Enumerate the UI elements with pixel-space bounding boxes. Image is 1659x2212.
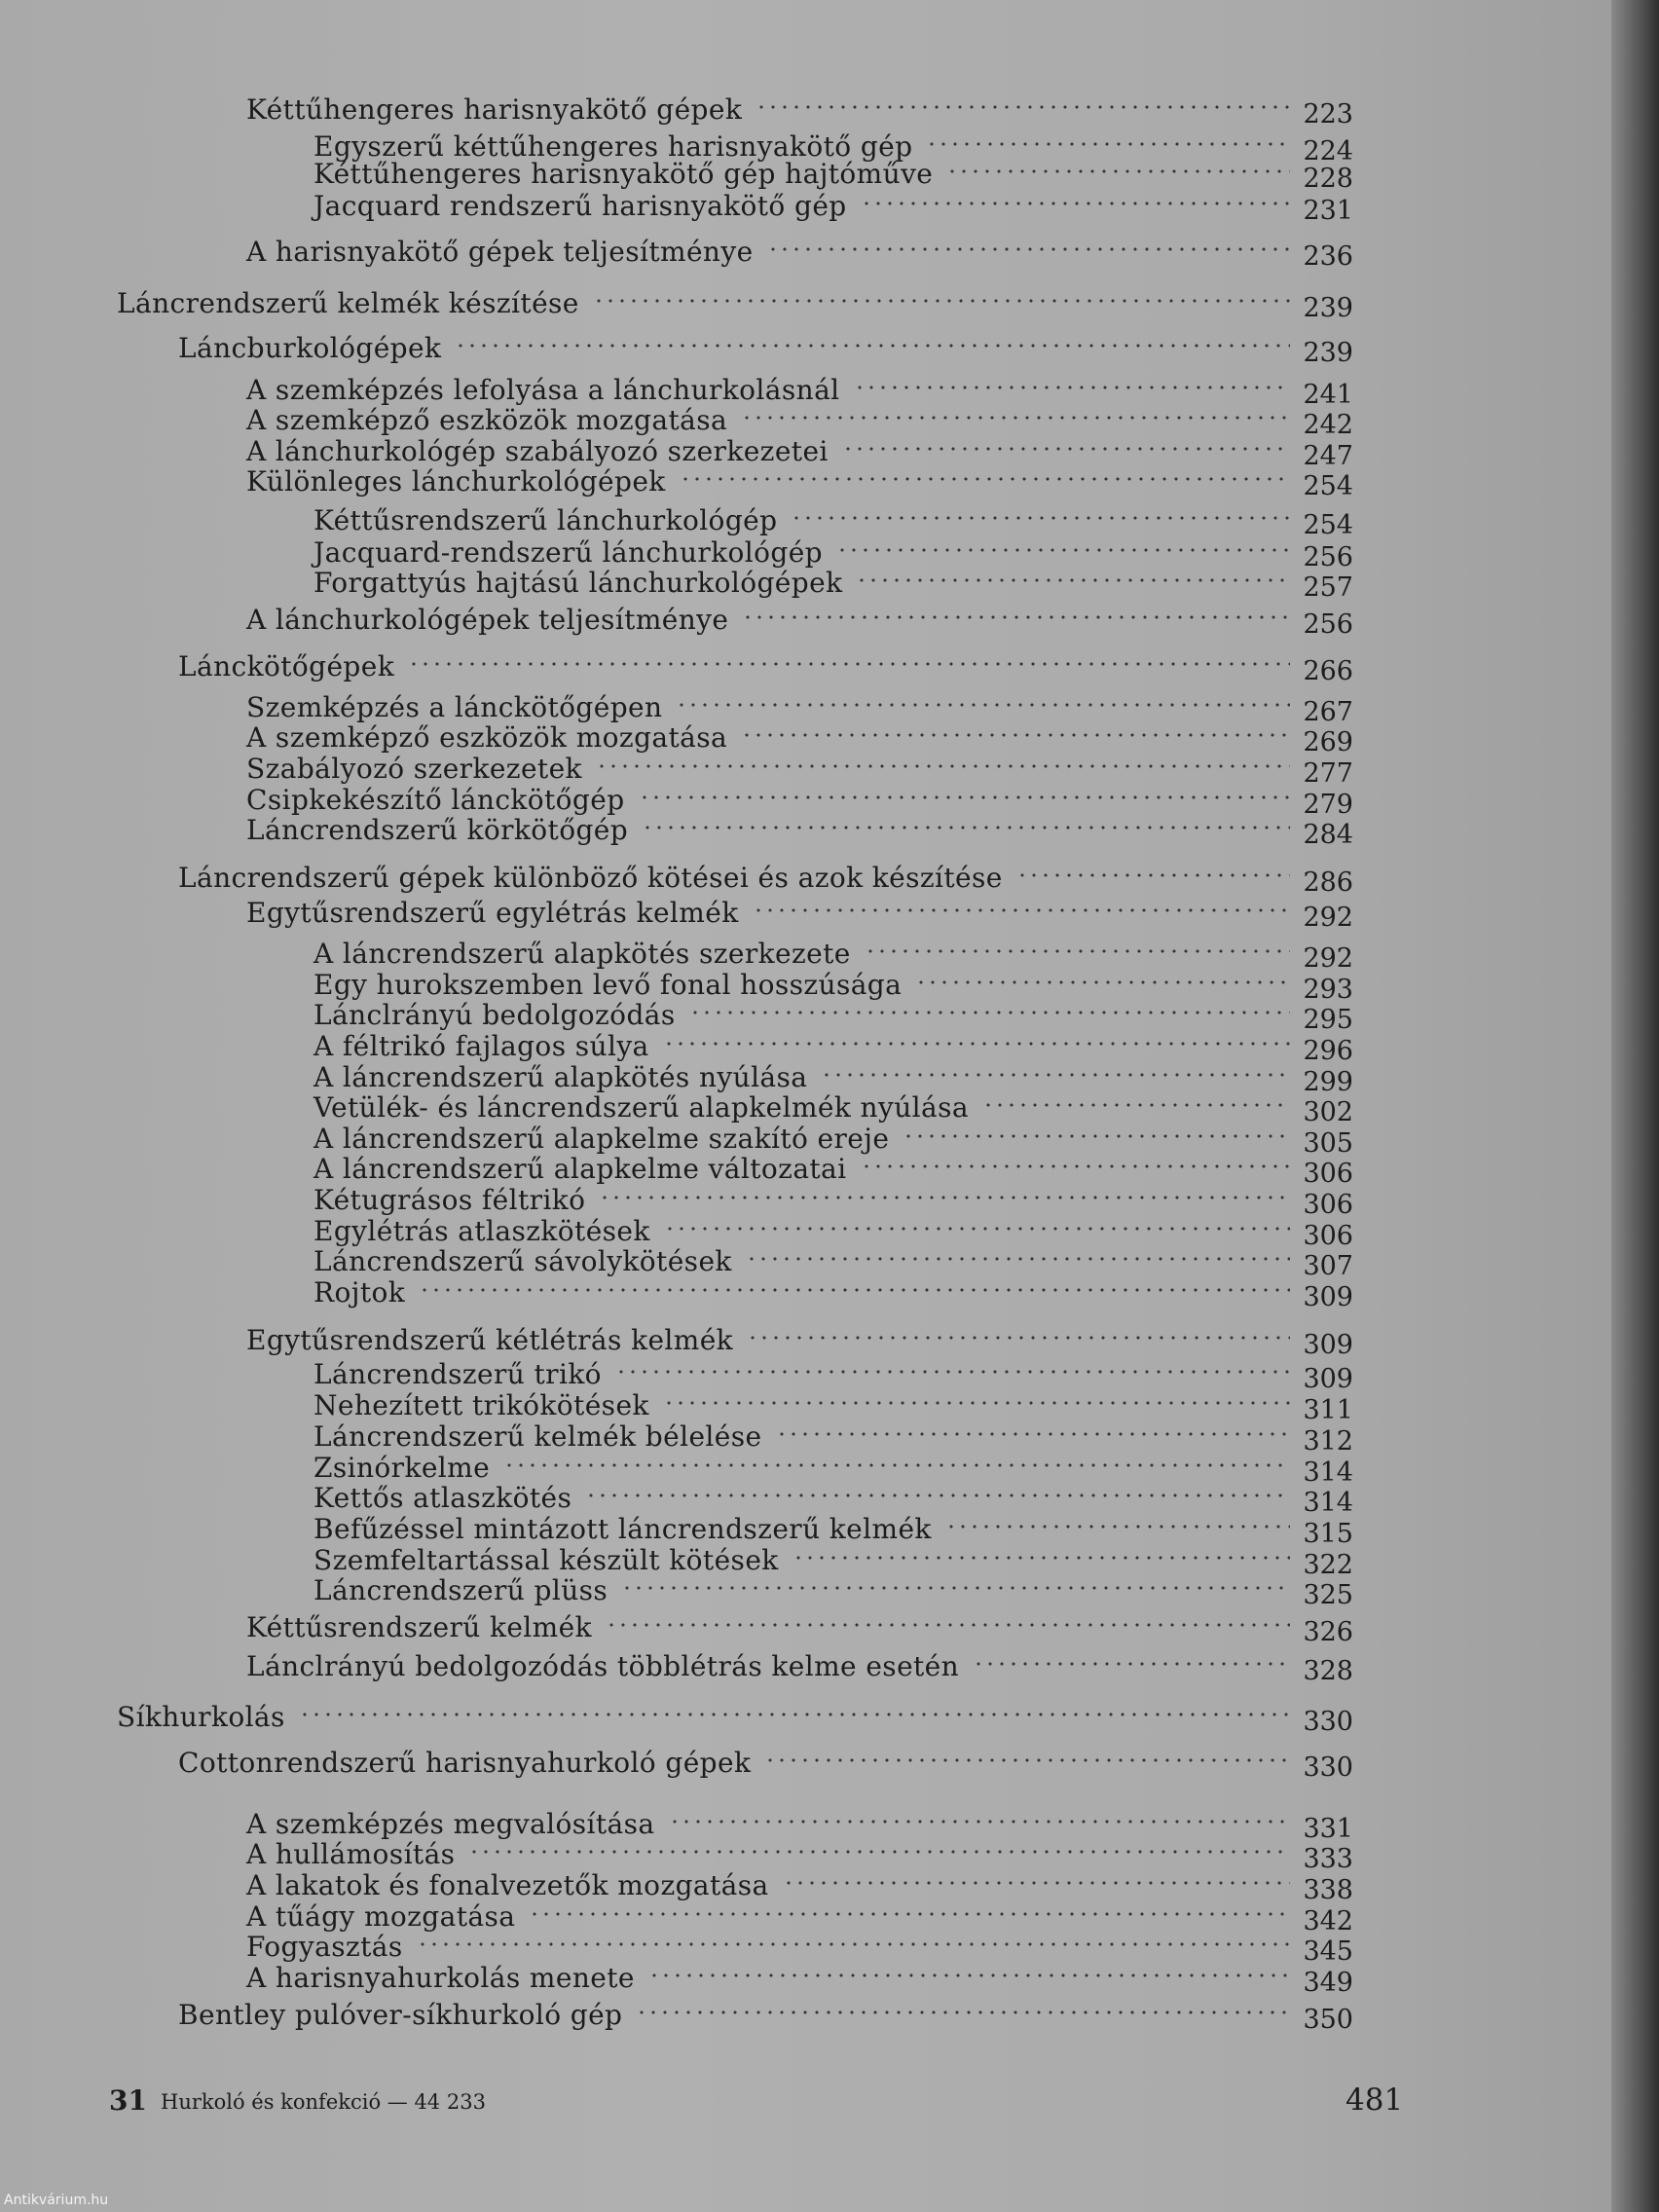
toc-entry-page: 309 (1303, 1364, 1353, 1394)
toc-entry-title: Fogyasztás (246, 1931, 403, 1963)
toc-leader-dots (865, 949, 1290, 953)
toc-entry (0, 465, 1611, 504)
toc-entry (0, 1276, 1611, 1315)
toc-entry-title: A láncrendszerű alapkelme szakító ereje (313, 1123, 890, 1155)
toc-leader-dots (503, 1463, 1290, 1467)
toc-entry-title: Egyszerű kéttűhengeres harisnyakötő gép (313, 130, 913, 163)
toc-entry-title: A láncrendszerű alapkötés szerkezete (313, 938, 851, 970)
toc-entry-title: A lánchurkológép szabályozó szerkezetei (246, 435, 829, 467)
toc-entry-page: 295 (1303, 1005, 1353, 1035)
toc-entry-title: Cottonrendszerű harisnyahurkoló gépek (178, 1747, 752, 1779)
toc-leader-dots (689, 1011, 1290, 1014)
toc-leader-dots (903, 1134, 1290, 1138)
toc-entry-title: A szemképző eszközök mozgatása (246, 404, 728, 436)
toc-entry-title: Egylétrás atlaszkötések (313, 1215, 650, 1247)
toc-entry-page: 292 (1303, 943, 1353, 974)
toc-entry-page: 306 (1303, 1159, 1353, 1189)
toc-entry (0, 1650, 1611, 1689)
toc-entry-title: Lánclrányú bedolgozódás (313, 999, 676, 1031)
toc-entry-page: 330 (1303, 1752, 1353, 1783)
toc-entry-title: A harisnyahurkolás menete (246, 1962, 635, 1994)
toc-entry (0, 190, 1611, 229)
toc-entry-title: Csipkekészítő lánckötőgép (246, 784, 625, 816)
toc-leader-dots (455, 344, 1290, 348)
toc-entry-title: Kéttűhengeres harisnyakötő gép hajtóműve (313, 158, 934, 190)
toc-entry (0, 650, 1611, 689)
toc-entry-page: 254 (1303, 510, 1353, 540)
toc-entry (0, 604, 1611, 643)
toc-leader-dots (419, 1288, 1290, 1292)
toc-entry-page: 309 (1303, 1330, 1353, 1360)
toc-leader-dots (821, 1073, 1290, 1077)
toc-leader-dots (776, 1432, 1290, 1436)
toc-entry-title: A tűágy mozgatása (246, 1900, 516, 1933)
toc-entry (0, 897, 1611, 936)
toc-entry-title: Rojtok (313, 1276, 406, 1309)
toc-entry-title: Szemképzés a lánckötőgépen (246, 691, 663, 723)
toc-entry-title: Síkhurkolás (117, 1701, 285, 1733)
toc-entry (0, 1611, 1611, 1650)
toc-leader-dots (791, 516, 1290, 520)
toc-leader-dots (854, 386, 1290, 389)
toc-leader-dots (836, 548, 1290, 552)
toc-entry-page: 257 (1303, 572, 1353, 603)
toc-leader-dots (926, 142, 1290, 146)
toc-entry-title: Szabályozó szerkezetek (246, 753, 582, 785)
toc-entry-title: Láncrendszerű kelmék készítése (117, 287, 579, 319)
toc-leader-dots (767, 247, 1290, 251)
toc-entry-title: Befűzéssel mintázott láncrendszerű kelmék (313, 1513, 932, 1545)
toc-entry-page: 312 (1303, 1426, 1353, 1456)
toc-entry-page: 314 (1303, 1457, 1353, 1488)
toc-leader-dots (741, 416, 1290, 420)
toc-entry-title: Bentley pulóver-síkhurkoló gép (178, 1999, 623, 2031)
toc-entry-title: A szemképzés megvalósítása (246, 1808, 655, 1840)
toc-leader-dots (861, 1164, 1290, 1168)
toc-entry (0, 1701, 1611, 1740)
toc-leader-dots (663, 1401, 1290, 1405)
toc-leader-dots (663, 1042, 1290, 1046)
toc-entry-title: Jacquard-rendszerű lánchurkológép (313, 536, 824, 569)
toc-entry-title: Kéttűsrendszerű lánchurkológép (313, 504, 778, 536)
toc-entry-page: 342 (1303, 1906, 1353, 1936)
toc-leader-dots (861, 202, 1290, 205)
toc-entry-page: 306 (1303, 1221, 1353, 1251)
toc-leader-dots (856, 578, 1290, 582)
toc-entry-page: 284 (1303, 820, 1353, 850)
toc-entry-page: 325 (1303, 1580, 1353, 1610)
toc-entry-title: Zsinórkelme (313, 1452, 491, 1484)
toc-leader-dots (596, 764, 1290, 768)
toc-entry-title: A lakatok és fonalvezetők mozgatása (246, 1869, 769, 1901)
toc-leader-dots (648, 1973, 1290, 1977)
toc-entry-page: 223 (1303, 99, 1353, 129)
toc-entry-page: 242 (1303, 410, 1353, 440)
toc-entry (0, 1999, 1611, 2038)
toc-entry-page: 299 (1303, 1067, 1353, 1097)
toc-leader-dots (783, 1881, 1290, 1885)
toc-leader-dots (417, 1942, 1290, 1946)
toc-entry-title: Egytűsrendszerű kétlétrás kelmék (246, 1324, 734, 1356)
toc-entry-page: 277 (1303, 758, 1353, 789)
toc-leader-dots (842, 447, 1290, 451)
toc-entry-page: 293 (1303, 975, 1353, 1005)
toc-entry (0, 236, 1611, 275)
toc-entry (0, 287, 1611, 326)
toc-entry-title: Láncburkológépek (178, 332, 442, 364)
toc-leader-dots (593, 299, 1290, 303)
toc-entry-title: Kéttűhengeres harisnyakötő gépek (246, 93, 743, 126)
toc-leader-dots (764, 1758, 1290, 1762)
toc-leader-dots (599, 1196, 1290, 1199)
toc-leader-dots (746, 1257, 1290, 1261)
toc-entry-page: 309 (1303, 1282, 1353, 1312)
toc-entry-title: Egytűsrendszerű egylétrás kelmék (246, 897, 739, 929)
book-spine-shadow (1611, 0, 1659, 2212)
page-footer (0, 2084, 1611, 2123)
toc-entry-page: 322 (1303, 1550, 1353, 1580)
toc-entry-title: A szemképzés lefolyása a lánchurkolásnál (246, 374, 840, 406)
toc-entry-page: 239 (1303, 293, 1353, 323)
toc-leader-dots (621, 1586, 1290, 1590)
toc-entry-title: Láncrendszerű plüss (313, 1574, 608, 1606)
toc-leader-dots (408, 662, 1290, 666)
toc-entry-title: A lánchurkológépek teljesítménye (246, 604, 729, 636)
toc-leader-dots (753, 908, 1290, 912)
toc-leader-dots (529, 1912, 1290, 1916)
toc-entry-page: 296 (1303, 1036, 1353, 1066)
toc-entry-page: 338 (1303, 1875, 1353, 1905)
toc-entry-page: 307 (1303, 1251, 1353, 1281)
toc-entry-title: A féltrikó fajlagos súlya (313, 1030, 649, 1062)
toc-leader-dots (676, 703, 1290, 707)
toc-entry-title: Forgattyús hajtású lánchurkológépek (313, 567, 843, 599)
toc-leader-dots (615, 1370, 1290, 1374)
toc-leader-dots (742, 615, 1290, 619)
toc-entry-page: 314 (1303, 1488, 1353, 1518)
toc-leader-dots (468, 1850, 1290, 1854)
toc-entry-title: Lánckötőgépek (178, 650, 395, 682)
toc-entry-title: Jacquard rendszerű harisnyakötő gép (313, 190, 847, 222)
toc-entry-page: 256 (1303, 609, 1353, 640)
toc-leader-dots (639, 795, 1290, 799)
toc-leader-dots (585, 1493, 1290, 1497)
toc-entry-page: 254 (1303, 471, 1353, 501)
toc-entry-page: 326 (1303, 1617, 1353, 1647)
toc-leader-dots (669, 1820, 1290, 1824)
toc-leader-dots (946, 169, 1290, 173)
toc-entry (0, 93, 1611, 132)
watermark: Antikvárium.hu (4, 2193, 109, 2208)
toc-entry-title: A szemképző eszközök mozgatása (246, 721, 728, 754)
toc-entry-page: 269 (1303, 727, 1353, 757)
toc-leader-dots (642, 826, 1290, 830)
toc-entry (0, 862, 1611, 901)
toc-leader-dots (747, 1336, 1290, 1340)
toc-entry-page: 328 (1303, 1656, 1353, 1686)
toc-leader-dots (636, 2010, 1290, 2014)
toc-entry-title: Szemfeltartással készült kötések (313, 1544, 779, 1576)
page-number: 481 (1346, 2083, 1404, 2118)
toc-entry-page: 350 (1303, 2005, 1353, 2035)
toc-entry-page: 333 (1303, 1844, 1353, 1874)
toc-leader-dots (664, 1227, 1290, 1231)
toc-entry-title: A harisnyakötő gépek teljesítménye (246, 236, 754, 268)
toc-entry-title: Kétugrásos féltrikó (313, 1184, 586, 1216)
toc-entry (0, 567, 1611, 606)
toc-entry-title: A láncrendszerű alapkelme változatai (313, 1153, 847, 1185)
toc-entry (0, 332, 1611, 371)
toc-entry-page: 256 (1303, 542, 1353, 572)
toc-entry (0, 814, 1611, 853)
toc-leader-dots (680, 477, 1290, 481)
toc-leader-dots (915, 980, 1290, 984)
toc-leader-dots (606, 1623, 1290, 1627)
toc-entry-page: 279 (1303, 790, 1353, 820)
toc-entry (0, 1324, 1611, 1363)
toc-entry (0, 1962, 1611, 2001)
toc-entry-title: Kettős atlaszkötés (313, 1482, 572, 1514)
toc-entry-page: 241 (1303, 380, 1353, 410)
toc-entry-page: 266 (1303, 656, 1353, 686)
toc-entry-title: Láncrendszerű kelmék bélelése (313, 1420, 762, 1453)
toc-leader-dots (756, 105, 1290, 109)
toc-entry-page: 224 (1303, 136, 1353, 166)
toc-entry (0, 1574, 1611, 1613)
toc-leader-dots (982, 1103, 1290, 1107)
toc-entry-page: 311 (1303, 1395, 1353, 1425)
toc-leader-dots (793, 1556, 1290, 1560)
toc-entry-title: Vetülék- és láncrendszerű alapkelmék nyúlása (313, 1091, 969, 1124)
toc-entry-page: 349 (1303, 1968, 1353, 1998)
signature-mark: 31 (109, 2084, 147, 2117)
toc-entry-page: 345 (1303, 1936, 1353, 1967)
toc-entry-title: Kéttűsrendszerű kelmék (246, 1611, 592, 1643)
toc-entry-page: 305 (1303, 1128, 1353, 1159)
toc-entry-page: 267 (1303, 697, 1353, 727)
toc-entry-page: 247 (1303, 441, 1353, 471)
toc-entry-page: 306 (1303, 1190, 1353, 1220)
running-title: Hurkoló és konfekció — 44 233 (161, 2090, 486, 2114)
toc-entry (0, 1747, 1611, 1786)
toc-entry-page: 236 (1303, 241, 1353, 272)
toc-entry-title: Nehezített trikókötések (313, 1389, 649, 1421)
toc-entry-title: Láncrendszerű körkötőgép (246, 814, 629, 846)
toc-entry-page: 292 (1303, 903, 1353, 933)
toc-leader-dots (1016, 873, 1290, 877)
toc-entry-page: 331 (1303, 1814, 1353, 1844)
toc-entry-title: Láncrendszerű sávolykötések (313, 1245, 732, 1277)
toc-entry-page: 302 (1303, 1097, 1353, 1127)
toc-entry-title: Egy hurokszemben levő fonal hosszúsága (313, 969, 903, 1001)
toc-entry-page: 231 (1303, 196, 1353, 226)
toc-entry-title: Láncrendszerű trikó (313, 1358, 602, 1390)
toc-leader-dots (973, 1662, 1290, 1666)
toc-entry-page: 315 (1303, 1519, 1353, 1549)
toc-leader-dots (741, 733, 1290, 737)
toc-entry-title: A láncrendszerű alapkötés nyúlása (313, 1061, 808, 1093)
toc-leader-dots (945, 1525, 1290, 1529)
toc-entry-title: A hullámosítás (246, 1838, 456, 1870)
toc-entry-title: Lánclrányú bedolgozódás többlétrás kelme esetén (246, 1650, 960, 1682)
toc-entry-page: 286 (1303, 867, 1353, 898)
toc-entry-page: 330 (1303, 1707, 1353, 1737)
toc-entry-page: 239 (1303, 338, 1353, 368)
toc-entry-title: Különleges lánchurkológépek (246, 465, 666, 498)
toc-entry-page: 228 (1303, 164, 1353, 194)
toc-leader-dots (299, 1713, 1290, 1716)
toc-entry-title: Láncrendszerű gépek különböző kötései és azok készítése (178, 862, 1003, 894)
